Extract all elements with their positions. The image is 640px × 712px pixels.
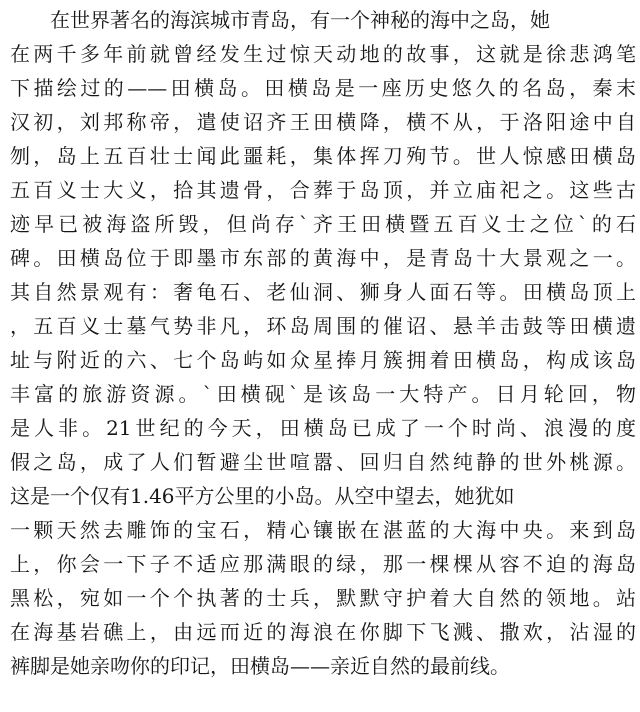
text-line-10: ，五百义士墓气势非凡，环岛周围的催诏、悬羊击鼓等田横遗 xyxy=(10,314,636,338)
text-line-4: 汉初，刘邦称帝，遣使诏齐王田横降，横不从，于洛阳途中自 xyxy=(10,110,636,134)
text-line-8: 碑。田横岛位于即墨市东部的黄海中，是青岛十大景观之一。 xyxy=(10,246,636,270)
text-line-20: 裤脚是她亲吻你的印记，田横岛——亲近自然的最前线。 xyxy=(10,654,510,678)
text-line-18: 黑松，宛如一个个执著的士兵，默默守护着大自然的领地。站 xyxy=(10,586,636,610)
text-line-12: 丰富的旅游资源。`田横砚`是该岛一大特产。日月轮回，物 xyxy=(10,382,636,406)
text-line-7: 迹早已被海盗所毁，但尚存`齐王田横暨五百义士之位`的石 xyxy=(10,212,636,236)
text-line-2: 在两千多年前就曾经发生过惊天动地的故事，这就是徐悲鸿笔 xyxy=(10,42,636,66)
text-line-9: 其自然景观有：奢龟石、老仙洞、狮身人面石等。田横岛顶上 xyxy=(10,280,636,304)
text-line-6: 五百义士大义，拾其遗骨，合葬于岛顶，并立庙祀之。这些古 xyxy=(10,178,636,202)
text-line-19: 在海基岩礁上，由远而近的海浪在你脚下飞溅、撒欢，沾湿的 xyxy=(10,620,636,644)
text-line-15: 这是一个仅有1.46平方公里的小岛。从空中望去，她犹如 xyxy=(10,484,515,508)
text-line-13: 是人非。21世纪的今天，田横岛已成了一个时尚、浪漫的度 xyxy=(10,416,636,440)
text-line-17: 上，你会一下子不适应那满眼的绿，那一棵棵从容不迫的海岛 xyxy=(10,552,636,576)
text-line-11: 址与附近的六、七个岛屿如众星捧月簇拥着田横岛，构成该岛 xyxy=(10,348,636,372)
text-line-5: 刎，岛上五百壮士闻此噩耗，集体挥刀殉节。世人惊感田横岛 xyxy=(10,144,636,168)
text-line-3: 下描绘过的——田横岛。田横岛是一座历史悠久的名岛，秦末 xyxy=(10,76,636,100)
text-line-1: 在世界著名的海滨城市青岛，有一个神秘的海中之岛，她 xyxy=(10,8,550,32)
text-line-16: 一颗天然去雕饰的宝石，精心镶嵌在湛蓝的大海中央。来到岛 xyxy=(10,518,636,542)
text-line-14: 假之岛，成了人们暂避尘世喧嚣、回归自然纯静的世外桃源。 xyxy=(10,450,636,474)
